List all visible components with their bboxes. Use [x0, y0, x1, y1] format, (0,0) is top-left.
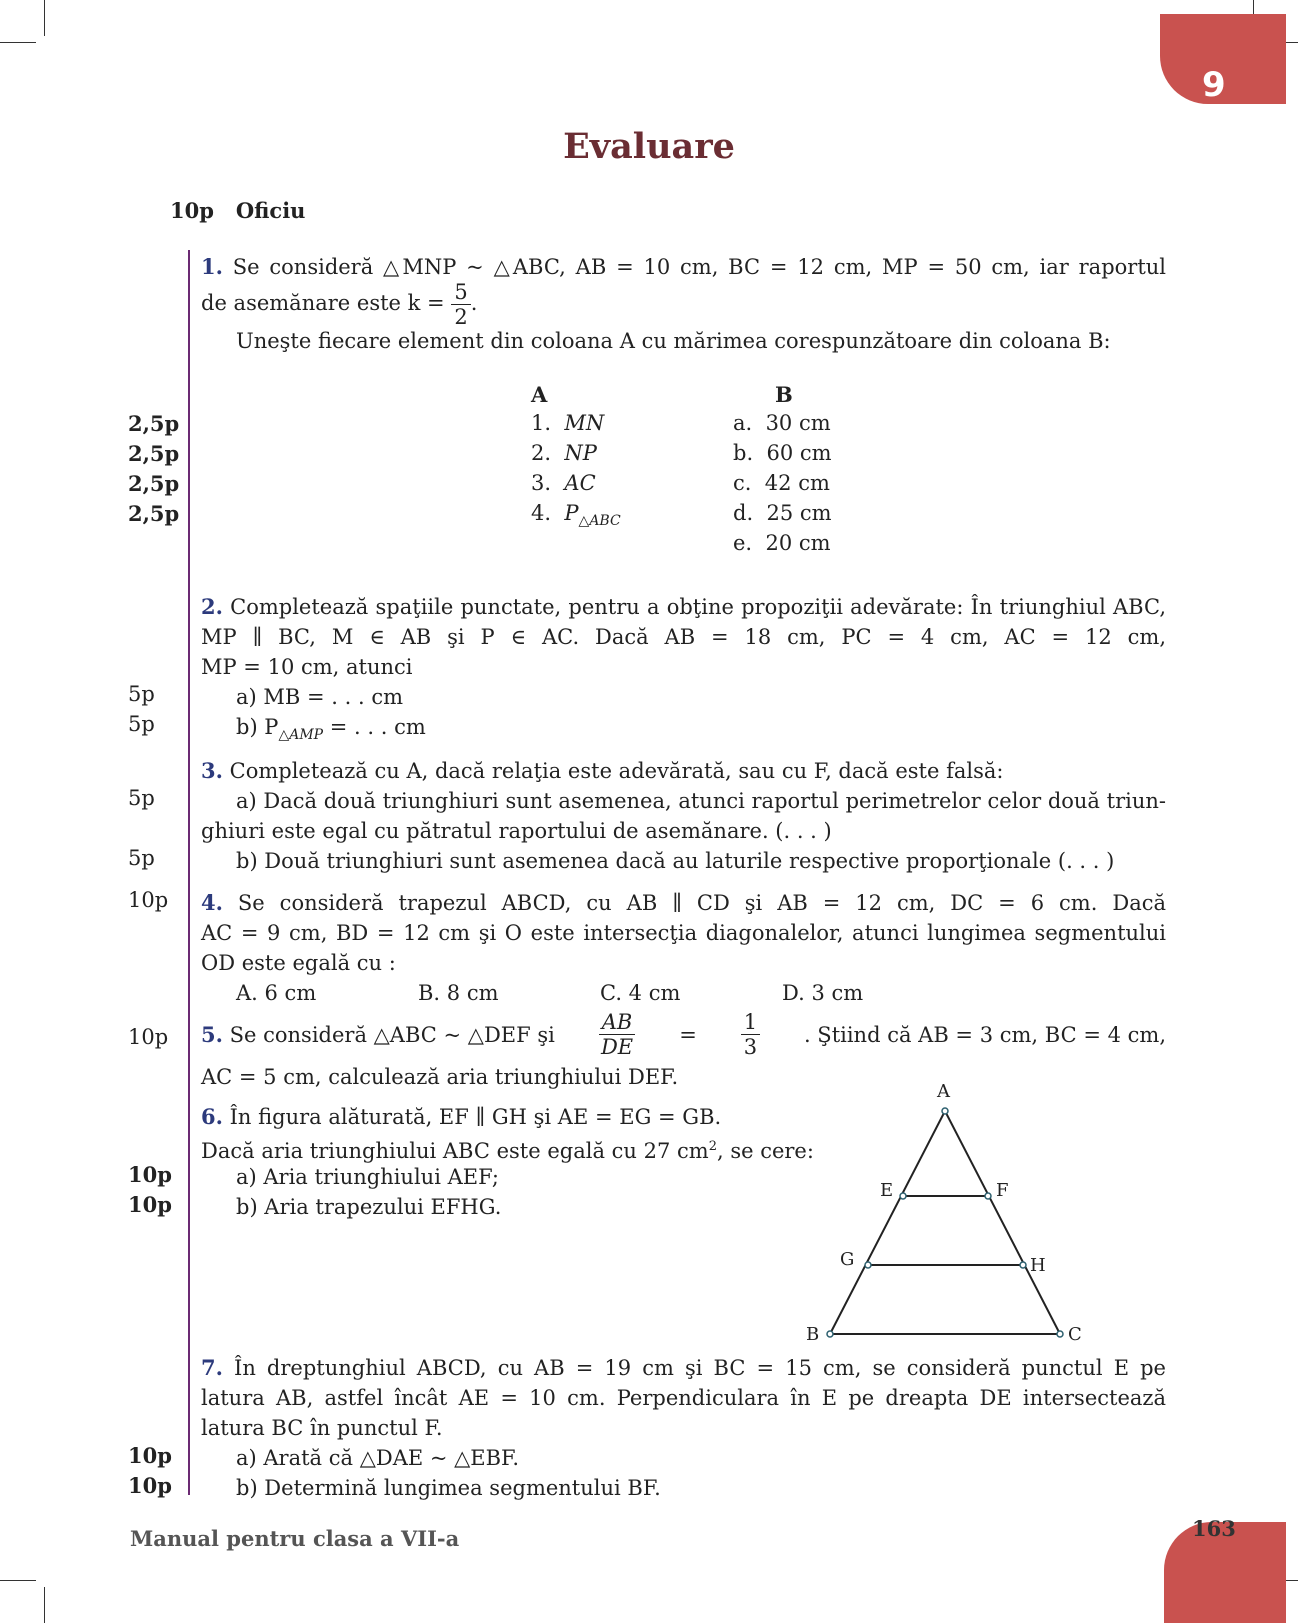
- triangle-figure: [800, 1075, 1100, 1350]
- margin-bar: [188, 250, 190, 1495]
- points-label: 2,5p: [128, 471, 180, 496]
- point-e: [900, 1193, 906, 1199]
- problem-6-part-b: b) Aria trapezului EFHG.: [236, 1195, 502, 1219]
- problem-text: În dreptunghiul ABCD, cu AB = 19 cm şi BC = 15 cm, se consideră punctul E pe: [234, 1356, 1166, 1380]
- oficiu-label: Oficiu: [235, 198, 306, 223]
- label-h: H: [1030, 1255, 1046, 1276]
- problem-4-line2: AC = 9 cm, BD = 12 cm şi O este intersecţia diagonalelor, atunci lungimea segmentului: [201, 921, 1166, 945]
- fraction-k: [451, 280, 470, 329]
- label-c: C: [1068, 1324, 1082, 1345]
- side-ab: [830, 1111, 945, 1334]
- answer-option: C. 4 cm: [600, 981, 681, 1005]
- problem-number: 2.: [201, 594, 223, 619]
- problem-text: În figura alăturată, EF ∥ GH şi AE = EG = GB.: [229, 1105, 722, 1129]
- column-a-item: 2. NP: [531, 441, 597, 465]
- footer-text: Manual pentru clasa a VII-a: [130, 1526, 460, 1551]
- problem-number: 3.: [201, 758, 223, 783]
- oficiu-row: [170, 196, 305, 226]
- problem-6-line1: [201, 1102, 821, 1132]
- problem-5-line2: AC = 5 cm, calculează aria triunghiului DEF.: [201, 1065, 679, 1089]
- crop-mark: [0, 1580, 36, 1581]
- problem-number: 7.: [201, 1355, 223, 1380]
- fraction-denominator: 2: [454, 305, 468, 329]
- problem-6-line2: Dacă aria triunghiului ABC este egală cu 27 $cm^2$, se cere:: [201, 1139, 814, 1163]
- answer-option: B. 8 cm: [418, 981, 499, 1005]
- label-f: F: [996, 1180, 1009, 1201]
- column-b-item: c. 42 cm: [733, 471, 830, 495]
- crop-mark: [44, 1587, 45, 1623]
- problem-7-part-a: a) Arată că △DAE ~ △EBF.: [236, 1446, 520, 1470]
- column-b-item: b. 60 cm: [733, 441, 832, 465]
- points-label: 10p: [128, 1162, 172, 1187]
- problem-7-line1: [201, 1353, 1166, 1383]
- points-label: 10p: [128, 888, 169, 912]
- points-label: 10p: [128, 1192, 172, 1217]
- points-label: 10p: [128, 1473, 172, 1498]
- problem-2-part-a: a) MB = . . . cm: [236, 685, 403, 709]
- label-b: B: [806, 1324, 820, 1345]
- points-label: 10p: [128, 1025, 169, 1049]
- problem-3-part-a-line1: a) Dacă două triunghiuri sunt asemenea, atunci raportul perimetrelor celor două triun-: [236, 789, 1166, 813]
- page-title: Evaluare: [563, 126, 735, 167]
- point-c: [1057, 1331, 1063, 1337]
- point-f: [985, 1193, 991, 1199]
- problem-7-line3: latura BC în punctul F.: [201, 1416, 443, 1440]
- fraction-numerator: 1: [741, 1010, 760, 1035]
- fraction-denominator: DE: [600, 1035, 634, 1059]
- problem-2-line3: MP = 10 cm, atunci: [201, 655, 413, 679]
- points-label: 2,5p: [128, 411, 180, 436]
- problem-number: 5.: [201, 1021, 223, 1047]
- points-label: 10p: [128, 1443, 172, 1468]
- problem-text: Completează spaţiile punctate, pentru a obţine propoziţii adevărate: În triunghiul ABC,: [230, 595, 1166, 619]
- problem-text: Se consideră △MNP ~ △ABC, AB = 10 cm, BC = 12 cm, MP = 50 cm, iar raportul: [232, 255, 1166, 279]
- answer-option: A. 6 cm: [236, 981, 317, 1005]
- fraction-value: [741, 1010, 760, 1059]
- problem-text: Completează cu A, dacă relaţia este adevărată, sau cu F, dacă este falsă:: [229, 759, 1004, 783]
- fraction-ratio: [599, 1010, 636, 1059]
- points-label: 2,5p: [128, 441, 180, 466]
- equals-sign: =: [679, 1022, 697, 1047]
- column-b-item: a. 30 cm: [733, 411, 831, 435]
- point-h: [1020, 1262, 1026, 1268]
- column-a-item: 3. AC: [531, 471, 596, 495]
- problem-2-part-b: b) $P_{\triangle AMP}$ = . . . cm: [236, 715, 426, 744]
- problem-text: Se consideră △ABC ~ △DEF şi: [229, 1022, 555, 1047]
- problem-1-instruction: Uneşte fiecare element din coloana A cu mărimea corespunzătoare din coloana B:: [236, 329, 1111, 353]
- problem-2-line2: MP ∥ BC, M ∈ AB şi P ∈ AC. Dacă AB = 18 cm, PC = 4 cm, AC = 12 cm,: [201, 625, 1166, 649]
- points-label: 2,5p: [128, 501, 180, 526]
- points-label: 5p: [128, 786, 155, 810]
- label-e: E: [880, 1180, 894, 1201]
- problem-1-line2: [201, 280, 477, 329]
- point-b: [827, 1331, 833, 1337]
- problem-5-line1: [201, 1010, 1166, 1059]
- problem-3-part-b: b) Două triunghiuri sunt asemenea dacă au laturile respective proporţionale (. . . ): [236, 849, 1115, 873]
- chapter-tab: [1160, 14, 1286, 104]
- oficiu-points: 10p: [170, 198, 214, 223]
- problem-7-part-b: b) Determină lungimea segmentului BF.: [236, 1476, 661, 1500]
- crop-mark: [0, 42, 36, 43]
- problem-text: Se consideră trapezul ABCD, cu AB ∥ CD şi AB = 12 cm, DC = 6 cm. Dacă: [237, 891, 1166, 915]
- fraction-numerator: 5: [451, 280, 470, 305]
- problem-6-part-a: a) Aria triunghiului AEF;: [236, 1165, 499, 1189]
- problem-number: 6.: [201, 1104, 223, 1129]
- side-ac: [945, 1111, 1060, 1334]
- answer-option: D. 3 cm: [782, 981, 864, 1005]
- label-g: G: [840, 1249, 855, 1270]
- problem-3-line1: [201, 756, 1003, 786]
- problem-number: 1.: [201, 254, 223, 279]
- problem-7-line2: latura AB, astfel încât AE = 10 cm. Perpendiculara în E pe dreapta DE intersectează: [201, 1386, 1166, 1410]
- points-label: 5p: [128, 846, 155, 870]
- column-b-item: d. 25 cm: [733, 501, 832, 525]
- column-a-item: 4. $P_{\triangle ABC}$: [531, 501, 621, 530]
- problem-2-line1: [201, 592, 1166, 622]
- problem-text: . Ştiind că AB = 3 cm, BC = 4 cm,: [803, 1022, 1166, 1047]
- fraction-numerator: AB: [599, 1010, 636, 1035]
- problem-text: .: [470, 291, 478, 315]
- problem-text: de asemănare este k =: [201, 291, 445, 315]
- points-label: 5p: [128, 682, 155, 706]
- fraction-denominator: 3: [743, 1035, 758, 1059]
- label-a: A: [937, 1081, 950, 1102]
- point-a: [942, 1108, 948, 1114]
- crop-mark: [44, 0, 45, 36]
- problem-4-line1: [201, 888, 1166, 918]
- column-b-header: B: [775, 382, 793, 407]
- page-number: 163: [1192, 1516, 1236, 1541]
- point-g: [865, 1262, 871, 1268]
- column-a-item: 1. MN: [531, 411, 605, 435]
- column-b-item: e. 20 cm: [733, 531, 831, 555]
- chapter-number: 9: [1202, 65, 1226, 105]
- problem-4-line3: OD este egală cu :: [201, 951, 396, 975]
- problem-number: 4.: [201, 890, 223, 915]
- problem-3-part-a-line2: ghiuri este egal cu pătratul raportului de asemănare. (. . . ): [201, 819, 832, 843]
- column-a-header: A: [531, 382, 548, 407]
- points-label: 5p: [128, 712, 155, 736]
- problem-1-line1: [201, 252, 1166, 282]
